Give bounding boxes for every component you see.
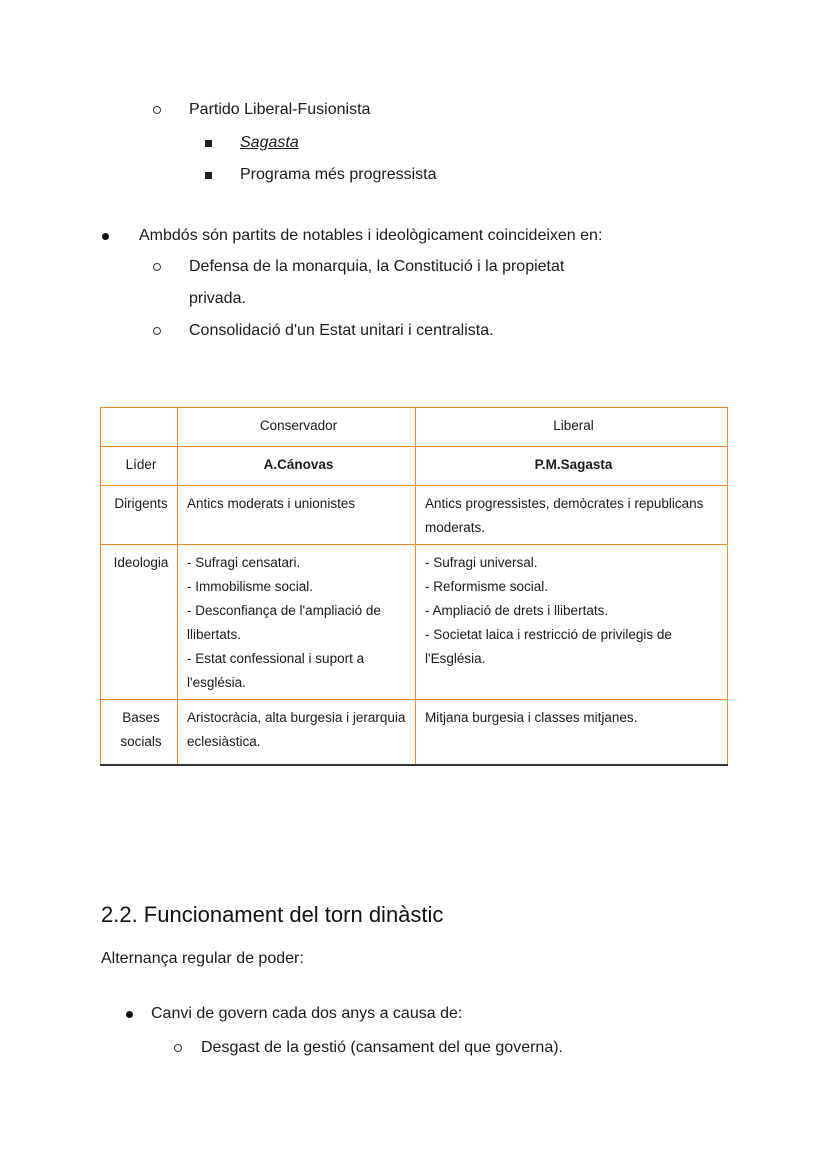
- table-row: [101, 545, 728, 700]
- table-row: [101, 700, 728, 765]
- cell-text: Antics moderats i unionistes: [187, 496, 356, 511]
- cell-text: Antics progressistes, demòcrates i republicans: [425, 496, 704, 511]
- section-heading: 2.2. Funcionament del torn dinàstic: [101, 902, 444, 927]
- cell-text: socials: [120, 734, 162, 749]
- parties-comparison-table: [100, 407, 728, 766]
- cell-ideologia-liberal: [416, 545, 728, 700]
- cell-lider-conservador: A.Cánovas: [178, 447, 416, 486]
- list-item-program: Programa més progressista: [240, 166, 437, 183]
- cell-ideologia-conservador: [178, 545, 416, 700]
- cell-bases-liberal: [416, 700, 728, 765]
- cell-text: Mitjana burgesia i classes mitjanes.: [425, 710, 638, 725]
- bullet-dot-icon: [126, 1011, 133, 1018]
- cell-text: eclesiàstica.: [187, 734, 261, 749]
- header-conservador: Conservador: [178, 408, 416, 447]
- list-item-liberal-party: Partido Liberal-Fusionista: [189, 101, 371, 118]
- header-liberal: Liberal: [416, 408, 728, 447]
- cell-text: - Reformisme social.: [425, 579, 549, 594]
- table-corner-cell: [101, 408, 178, 447]
- common-item-2: Consolidació d'un Estat unitari i centralista.: [189, 322, 494, 339]
- cell-text: l'església.: [187, 675, 246, 690]
- square-bullet-icon: [205, 172, 212, 179]
- row-label-ideologia: Ideologia: [101, 545, 178, 700]
- section-intro: Alternança regular de poder:: [101, 950, 304, 967]
- cell-text: - Sufragi censatari.: [187, 555, 301, 570]
- cell-text: - Estat confessional i suport a: [187, 651, 365, 666]
- table-row: [101, 486, 728, 545]
- cell-text: - Desconfiança de l'ampliació de: [187, 603, 381, 618]
- common-item-1-line-2: privada.: [189, 290, 246, 307]
- cell-lider-liberal: P.M.Sagasta: [416, 447, 728, 486]
- open-circle-bullet-icon: [153, 327, 161, 335]
- cell-text: - Sufragi universal.: [425, 555, 538, 570]
- square-bullet-icon: [205, 140, 212, 147]
- link-sagasta[interactable]: Sagasta: [240, 134, 299, 151]
- section-bullet-1: Canvi de govern cada dos anys a causa de:: [151, 1005, 463, 1022]
- cell-bases-conservador: [178, 700, 416, 765]
- cell-text: - Ampliació de drets i llibertats.: [425, 603, 609, 618]
- row-label-bases-socials: [101, 700, 178, 765]
- row-label-dirigents: Dirigents: [101, 486, 178, 545]
- cell-text: l'Església.: [425, 651, 486, 666]
- cell-text: - Immobilisme social.: [187, 579, 314, 594]
- open-circle-bullet-icon: [153, 263, 161, 271]
- cell-text: Bases: [122, 710, 160, 725]
- cell-dirigents-conservador: [178, 486, 416, 545]
- common-item-1-line-1: Defensa de la monarquia, la Constitució i la propietat: [189, 258, 565, 275]
- cell-text: Aristocràcia, alta burgesia i jerarquia: [187, 710, 406, 725]
- cell-text: llibertats.: [187, 627, 242, 642]
- row-label-lider: Líder: [101, 447, 178, 486]
- table-header-row: [101, 408, 728, 447]
- cell-dirigents-liberal: [416, 486, 728, 545]
- section-sub-bullet-1: Desgast de la gestió (cansament del que governa).: [201, 1039, 563, 1056]
- common-intro: Ambdós són partits de notables i ideològicament coincideixen en:: [139, 227, 603, 244]
- open-circle-bullet-icon: [153, 106, 161, 114]
- cell-text: - Societat laica i restricció de privilegis de: [425, 627, 672, 642]
- bullet-dot-icon: [102, 233, 109, 240]
- table-row: [101, 447, 728, 486]
- cell-text: moderats.: [425, 520, 486, 535]
- open-circle-bullet-icon: [174, 1044, 182, 1052]
